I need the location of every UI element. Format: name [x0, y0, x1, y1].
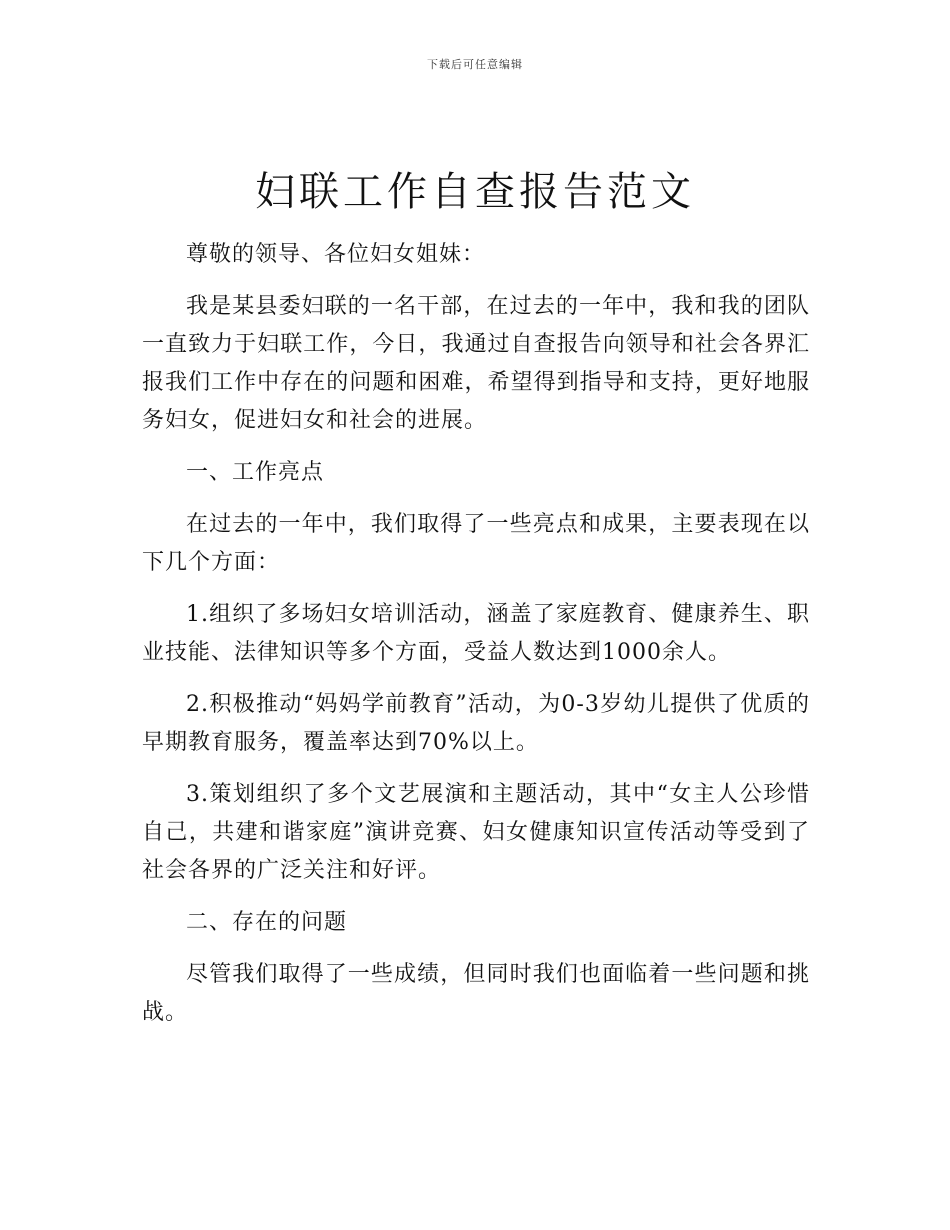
highlights-intro-paragraph: 在过去的一年中，我们取得了一些亮点和成果，主要表现在以下几个方面： — [142, 512, 810, 575]
document-body — [142, 236, 810, 1046]
salutation-paragraph: 尊敬的领导、各位妇女姐妹： — [186, 242, 486, 267]
highlight-item-2: 2.积极推动“妈妈学前教育”活动，为0-3岁幼儿提供了优质的早期教育服务，覆盖率达到70%以上。 — [142, 692, 810, 755]
highlight-item-3: 3.策划组织了多个文艺展演和主题活动，其中“女主人公珍惜自己，共建和谐家庭”演讲竞赛、妇女健康知识宣传活动等受到了社会各界的广泛关注和好评。 — [142, 782, 810, 883]
section-heading-highlights: 一、工作亮点 — [186, 460, 325, 485]
header-note: 下载后可任意编辑 — [427, 58, 523, 71]
document-title: 妇联工作自查报告范文 — [255, 169, 695, 215]
problems-intro-paragraph: 尽管我们取得了一些成绩，但同时我们也面临着一些问题和挑战。 — [142, 962, 810, 1025]
highlight-item-1: 1.组织了多场妇女培训活动，涵盖了家庭教育、健康养生、职业技能、法律知识等多个方面，受益人数达到1000余人。 — [142, 602, 810, 665]
section-heading-problems: 二、存在的问题 — [186, 910, 348, 935]
intro-paragraph: 我是某县委妇联的一名干部，在过去的一年中，我和我的团队一直致力于妇联工作，今日，我通过自查报告向领导和社会各界汇报我们工作中存在的问题和困难，希望得到指导和支持，更好地服务妇女，促进妇女和社会的进展。 — [142, 294, 810, 433]
